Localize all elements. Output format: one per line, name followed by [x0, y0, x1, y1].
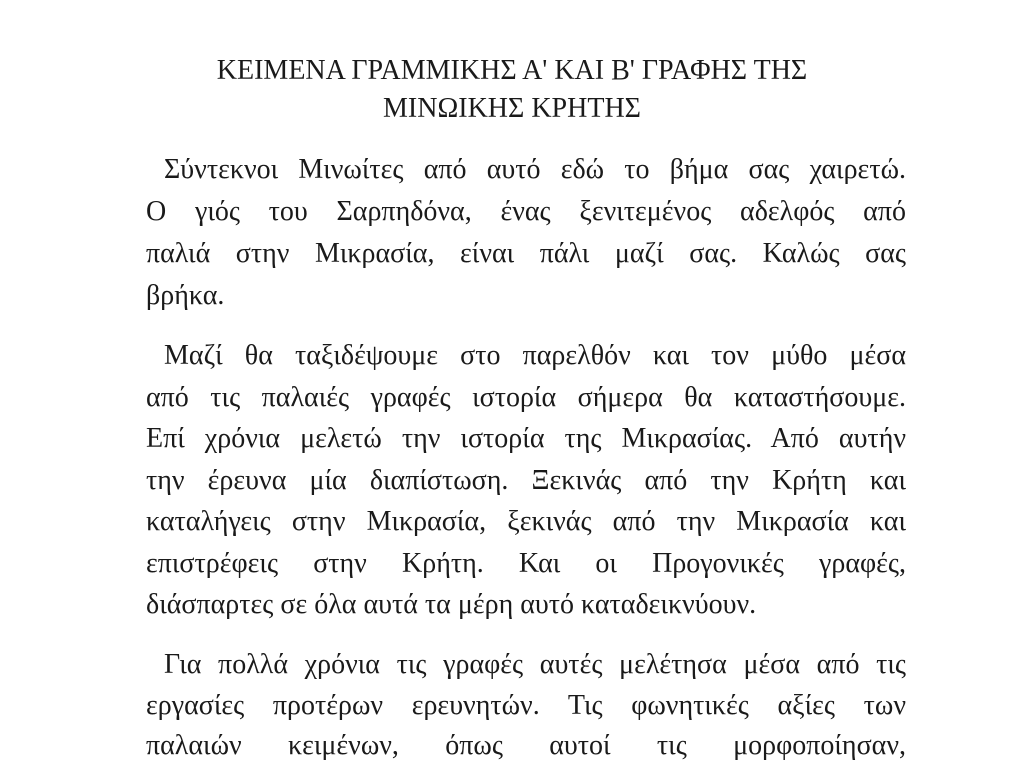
paragraph-2-line-1: Μαζί θα ταξιδέψουμε στο παρελθόν και τον μύθο μέσα: [164, 340, 906, 371]
paragraph-1-line-1: Σύντεκνοι Μινωίτες από αυτό εδώ το βήμα σας χαιρετώ.: [164, 154, 906, 185]
paragraph-3-line-2: εργασίες προτέρων ερευνητών. Τις φωνητικές αξίες των: [146, 690, 906, 721]
paragraph-2-line-4: την έρευνα μία διαπίστωση. Ξεκινάς από την Κρήτη και: [146, 465, 906, 496]
paragraph-1-line-4: βρήκα.: [146, 280, 225, 311]
paragraph-1-line-3: παλιά στην Μικρασία, είναι πάλι μαζί σας. Καλώς σας: [146, 238, 906, 269]
paragraph-1-line-2: Ο γιός του Σαρπηδόνα, ένας ξενιτεμένος αδελφός από: [146, 196, 906, 227]
paragraph-2-line-7: διάσπαρτες σε όλα αυτά τα μέρη αυτό καταδεικνύουν.: [146, 589, 757, 620]
document-title-line-2: ΜΙΝΩΙΚΗΣ ΚΡΗΤΗΣ: [383, 93, 641, 124]
paragraph-3-line-1: Για πολλά χρόνια τις γραφές αυτές μελέτησα μέσα από τις: [164, 649, 906, 680]
paragraph-2-line-5: καταλήγεις στην Μικρασία, ξεκινάς από την Μικρασία και: [146, 506, 906, 537]
paragraph-2-line-3: Επί χρόνια μελετώ την ιστορία της Μικρασίας. Από αυτήν: [146, 423, 906, 454]
document-title-line-1: ΚΕΙΜΕΝΑ ΓΡΑΜΜΙΚΗΣ Α' ΚΑΙ Β' ΓΡΑΦΗΣ ΤΗΣ: [216, 55, 808, 86]
paragraph-3-line-3: παλαιών κειμένων, όπως αυτοί τις μορφοποίησαν,: [146, 730, 906, 761]
paragraph-2-line-6: επιστρέφεις στην Κρήτη. Και οι Προγονικές γραφές,: [146, 548, 906, 579]
paragraph-2-line-2: από τις παλαιές γραφές ιστορία σήμερα θα καταστήσουμε.: [146, 382, 906, 413]
